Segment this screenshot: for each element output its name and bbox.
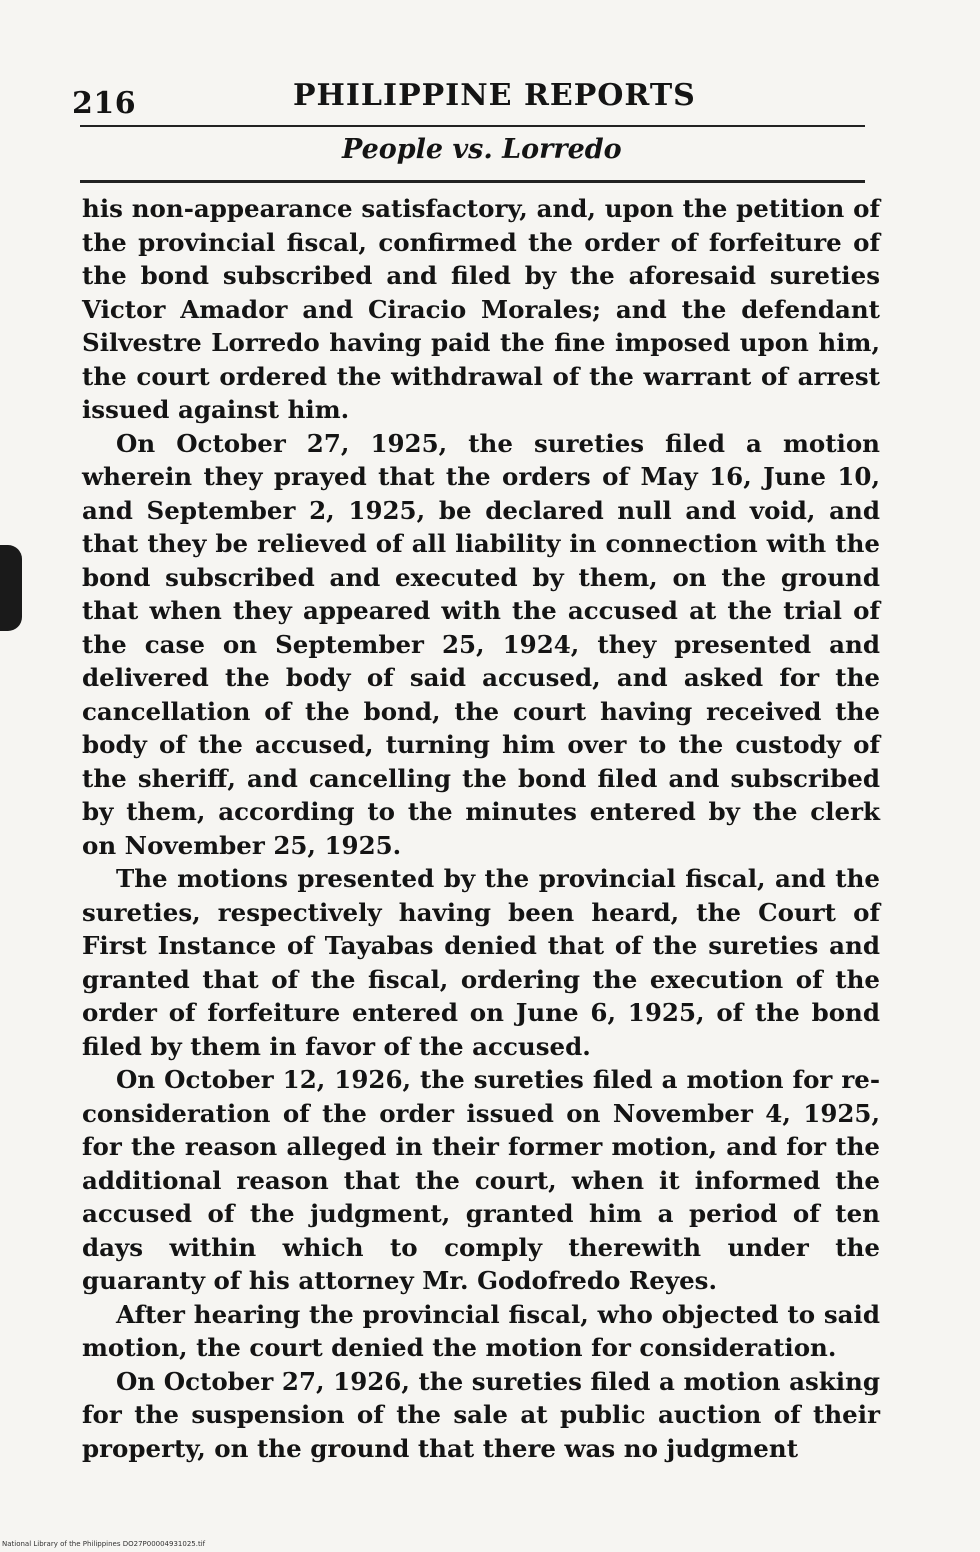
header-rule-bottom xyxy=(80,180,865,183)
page-header xyxy=(68,74,868,126)
paragraph-continued: his non-appearance satisfactory, and, upon the petition of the provincial fiscal, confirmed the order of forfeiture of the bond subscribed and filed by the aforesaid sureties Victor Amador and Ciracio Morales; and the defendant Silvestre Lorredo having paid the fine imposed upon him, the court ordered the withdrawal of the warrant of arrest issued against him. xyxy=(82,194,880,424)
scan-edge-mark xyxy=(0,545,22,631)
paragraph: On October 27, 1925, the sureties filed a motion wherein they prayed that the orders of May 16, June 10, and September 2, 1925, be declared null and void, and that they be relieved of all liability in connection with the bond subscribed and executed by them, on the ground that when they appeared with the accused at the trial of the case on September 25, 1924, they presented and delivered the body of said accused, and asked for the cancellation of the bond, the court having received the body of the accused, turning him over to the custody of the sheriff, and cancelling the bond filed and subscribed by them, according to the minutes entered by the clerk on November 25, 1925. xyxy=(82,428,880,860)
paragraph: On October 12, 1926, the sureties filed a motion for reconsideration of the order issued on November 4, 1925, for the reason alleged in their former motion, and for the additional reason that the court, when it informed the accused of the judgment, granted him a period of ten days within which to comply therewith under the guaranty of his attorney Mr. Godofredo Reyes. xyxy=(82,1065,880,1295)
scan-footer-note: National Library of the Philippines DO27P00004931025.tif xyxy=(2,1540,206,1548)
case-title: People vs. Lorredo xyxy=(342,134,622,165)
paragraph: After hearing the provincial fiscal, who objected to said motion, the court denied the motion for consideration. xyxy=(82,1299,880,1362)
paragraph: On October 27, 1926, the sureties filed a motion asking for the suspension of the sale at public auction of their property, on the ground that there was no judgment xyxy=(82,1366,880,1463)
page-number: 216 xyxy=(72,86,137,121)
body-text xyxy=(82,192,880,1465)
running-title: PHILIPPINE REPORTS xyxy=(293,78,696,113)
header-rule-top xyxy=(80,125,865,127)
paragraph: The motions presented by the provincial fiscal, and the sureties, respectively having been heard, the Court of First Instance of Tayabas denied that of the sureties and granted that of the fiscal, ordering the execution of the order of forfeiture entered on June 6, 1925, of the bond filed by them in favor of the accused. xyxy=(82,864,880,1061)
